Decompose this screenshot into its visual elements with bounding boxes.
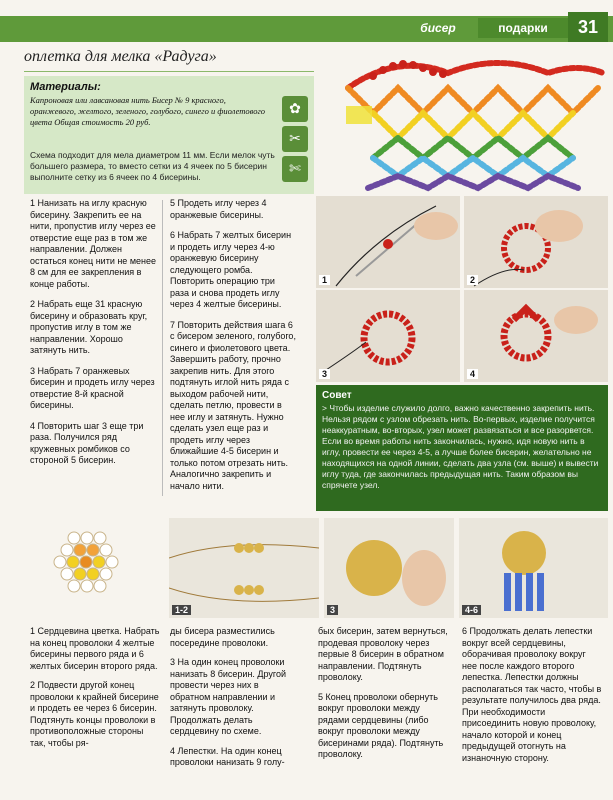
bottom-step-3: 3 На один конец проволоки нанизать 8 бисерин. Другой провести через них в обратном направлении и затянуть проволоку. Продолжать делать сердцевину по схеме. <box>170 657 287 736</box>
bottom-step-2: 2 Подвести другой конец проволоки к крайней бисерине и продеть ее через 6 бисерин. Подтянуть концы проволоки в противоположные стороны так, чтобы ря- <box>30 680 159 748</box>
flower-scheme <box>24 518 164 618</box>
article-title: оплетка для мелка «Радуга» <box>24 48 314 72</box>
step-5: 5 Продеть иглу через 4 оранжевые бисерины. <box>170 198 267 220</box>
bottom-step-1: 1 Сердцевина цветка. Набрать на конец проволоки 4 желтые бисерины первого ряда и 6 желтых бисерин второго ряда. <box>30 626 160 671</box>
materials-text: Капроновая или лавсановая нить Бисер № 9 красного, оранжевого, желтого, зеленого, голубого, синего и фиолетового цвета Общая стоимость 20 руб. <box>30 95 266 127</box>
bottom-step-4: 4 Лепестки. На один конец проволоки нанизать 9 голу- <box>170 745 285 767</box>
bead-ring-illustration <box>464 196 608 288</box>
needle-bead-illustration <box>316 196 460 288</box>
bottom-column-2 <box>170 626 300 777</box>
photo-label-1: 1 <box>319 275 330 285</box>
advice-box <box>316 385 608 511</box>
step-7: 7 Повторить действия шага 6 с бисером зеленого, голубого, синего и фиолетового цвета. Завершить работу, прочно закрепив нить. Для этого подтянуть иглой нить ряда с выходом рабочей нити, сделать петлю, провести в нее иглу и затянуть. Нужно сделать узел еще раз и продеть иглу через ближайшие 4-5 бисерин и только потом отрезать нить. Аналогично закрепить и начало нити. <box>170 319 296 491</box>
flower-petals-illustration <box>459 518 608 618</box>
bottom-step-2b: ды бисера разместились посередине проволоки. <box>170 626 275 648</box>
beading-scheme-diagram <box>328 48 608 196</box>
band-photo-2 <box>324 518 454 618</box>
photo-label-4: 4 <box>467 369 478 379</box>
section-tab: бисер <box>420 21 456 35</box>
scissors-icon: ✄ <box>282 156 308 182</box>
advice-heading: Совет <box>322 390 352 401</box>
band-label-1: 1-2 <box>172 605 191 615</box>
category-tab: подарки <box>478 18 568 38</box>
bead-ring-closed-illustration <box>316 290 460 382</box>
band-label-3: 4-6 <box>462 605 481 615</box>
photo-2 <box>464 196 608 288</box>
bottom-column-1 <box>30 626 160 757</box>
band-photo-1 <box>169 518 319 618</box>
photo-4 <box>464 290 608 382</box>
bottom-step-5: 5 Конец проволоки обернуть вокруг проволоки между рядами сердцевины (либо вокруг проволоки между бисеринами ряда). Подтянуть проволоку. <box>318 691 444 759</box>
step-3: 3 Набрать 7 оранжевых бисерин и продеть иглу через отверстие 8-й красной бисерины. <box>30 365 155 410</box>
wire-beads-illustration <box>169 518 319 618</box>
flower-band <box>24 518 608 618</box>
photo-3 <box>316 290 460 382</box>
tools-icon: ✂ <box>282 126 308 152</box>
bottom-column-4 <box>462 626 602 772</box>
photo-1 <box>316 196 460 288</box>
column-divider <box>162 200 163 496</box>
step-1: 1 Нанизать на иглу красную бисерину. Закрепить ее на нити, пропустив иглу через ее отверстие еще раз в том же направлении. Должен остаться конец нити не менее 8 см для ее закрепления в конце работы. <box>30 198 156 289</box>
bead-rhombus-illustration <box>464 290 608 382</box>
band-photo-3 <box>459 518 608 618</box>
bottom-step-6: 6 Продолжать делать лепестки вокруг всей сердцевины, оборачивая проволоку вокруг нее после каждого второго лепестка. Лепестки должны располагаться так часто, чтобы в результате получилось два ряда. При необходимости присоединить новую проволоку, начало которой и конец предыдущей отогнуть на изнаночную сторону. <box>462 626 602 763</box>
band-label-2: 3 <box>327 605 338 615</box>
photo-label-3: 3 <box>319 369 330 379</box>
process-photos <box>316 196 608 382</box>
step-2: 2 Набрать еще 31 красную бисерину и образовать круг, пропустив иглу в том же направлении. Хорошо затянуть нить. <box>30 299 148 355</box>
step-4: 4 Повторить шаг 3 еще три раза. Получился ряд кружевных ромбиков со стороной 5 бисерин. <box>30 420 144 465</box>
bottom-column-3 <box>318 626 450 769</box>
page-number: 31 <box>568 12 608 42</box>
page-header <box>0 0 613 42</box>
step-6: 6 Набрать 7 желтых бисерин и продеть иглу через 4-ю оранжевую бисерину следующего ромба. Повторить операцию три раза и снова продеть иглу через 4 желтые бисерины. <box>170 230 292 309</box>
bead-icon: ✿ <box>282 96 308 122</box>
materials-icons <box>282 96 310 186</box>
advice-text: > Чтобы изделие служило долго, важно качественно закрепить нить. Нельзя рядом с узлом обрезать нить. Во-первых, изделие получится неаккуратным, во-вторых, узел может развязаться и все разорвется. Если во время работы нить закончилась, нужно, идя новую нить в иглу, провести ее через 4-5, а лучше более бисерин, желательно не находящихся на одной линии, сделать два узла (см. выше) и вывести иглу туда, где закончилась предыдущая нить. Таким образом вы спрячете узел. <box>322 403 599 490</box>
scheme-note: Схема подходит для мела диаметром 11 мм. Если мелок чуть большего размера, то вместо сетки из 4 ячеек по 5 бисерин выполните сетку из 6 ячеек по 4 бисерины. <box>30 150 275 182</box>
flower-core-illustration <box>324 518 454 618</box>
bottom-step-4b: бых бисерин, затем вернуться, продевая проволоку через первые 8 бисерин в обратном направлении. Подтянуть проволоку. <box>318 626 448 682</box>
steps-column-2 <box>170 198 296 498</box>
flower-bead-scheme <box>24 518 164 618</box>
photo-label-2: 2 <box>467 275 478 285</box>
materials-heading: Материалы: <box>30 81 101 93</box>
steps-column-1 <box>30 198 156 498</box>
